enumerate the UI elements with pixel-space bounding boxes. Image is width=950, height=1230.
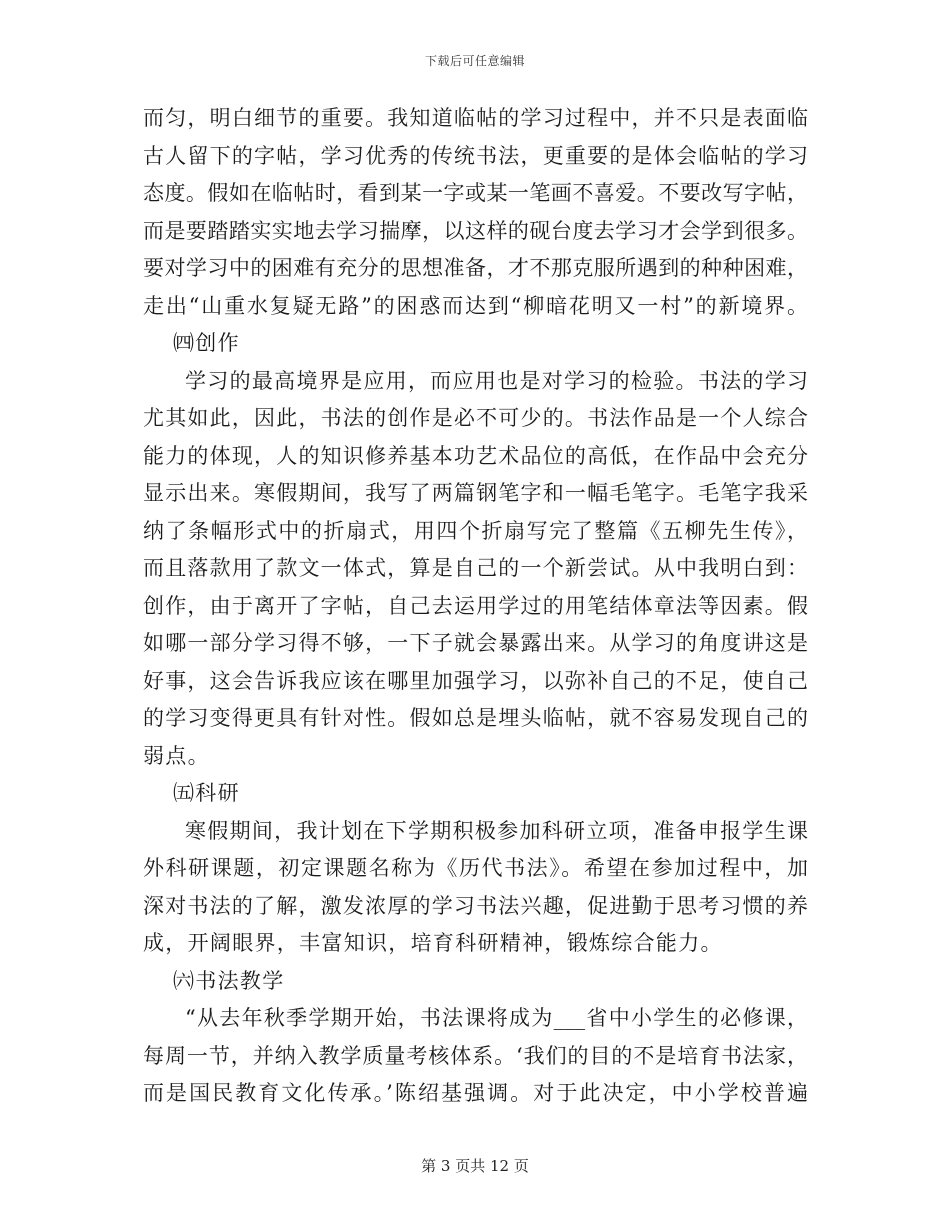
body-line: 好事，这会告诉我应该在哪里加强学习，以弥补自己的不足，使自己 — [143, 668, 808, 693]
body-line: 显示出来。寒假期间，我写了两篇钢笔字和一幅毛笔字。毛笔字我采 — [143, 481, 808, 505]
body-line: 态度。假如在临帖时，看到某一字或某一笔画不喜爱。不要改写字帖， — [143, 181, 808, 205]
body-line: 走出“山重水复疑无路”的困惑而达到“柳暗花明又一村”的新境界。 — [143, 293, 808, 318]
section-heading: ㈤科研 — [173, 781, 240, 805]
body-line: 古人留下的字帖，学习优秀的传统书法，更重要的是体会临帖的学习 — [143, 143, 808, 168]
body-line: 而是要踏踏实实地去学习揣摩，以这样的砚台度去学习才会学到很多。 — [143, 218, 808, 243]
body-line: 如哪一部分学习得不够，一下子就会暴露出来。从学习的角度讲这是 — [143, 631, 808, 655]
body-line: 外科研课题，初定课题名称为《历代书法》。希望在参加过程中，加 — [143, 856, 808, 880]
page-number: 第 3 页共 12 页 — [421, 1157, 529, 1175]
body-line: 而是国民教育文化传承。’陈绍基强调。对于此决定，中小学校普遍 — [143, 1081, 808, 1105]
body-line: 而匀，明白细节的重要。我知道临帖的学习过程中，并不只是表面临 — [143, 106, 808, 130]
body-line: 寒假期间，我计划在下学期积极参加科研立项，准备申报学生课 — [185, 818, 808, 843]
body-line: 能力的体现，人的知识修养基本功艺术品位的高低，在作品中会充分 — [143, 443, 808, 468]
body-line: 而且落款用了款文一体式，算是自己的一个新尝试。从中我明白到： — [143, 556, 808, 580]
section-heading: ㈥书法教学 — [173, 968, 285, 993]
page-header: 下载后可任意编辑 — [424, 54, 525, 68]
body-line: 创作，由于离开了字帖，自己去运用学过的用笔结体章法等因素。假 — [143, 593, 808, 618]
body-line: 学习的最高境界是应用，而应用也是对学习的检验。书法的学习 — [185, 368, 808, 393]
section-heading: ㈣创作 — [173, 331, 240, 355]
body-line: 深对书法的了解，激发浓厚的学习书法兴趣，促进勤于思考习惯的养 — [143, 893, 808, 918]
body-line: 每周一节，并纳入教学质量考核体系。‘我们的目的不是培育书法家， — [143, 1043, 808, 1068]
body-line: “从去年秋季学期开始，书法课将成为___省中小学生的必修课， — [185, 1006, 808, 1030]
body-line: 要对学习中的困难有充分的思想准备，才不那克服所遇到的种种困难， — [143, 256, 808, 280]
body-line: 弱点。 — [143, 743, 210, 768]
body-line: 纳了条幅形式中的折扇式，用四个折扇写完了整篇《五柳先生传》， — [143, 518, 808, 543]
document-body — [143, 100, 808, 1113]
body-line: 成，开阔眼界，丰富知识，培育科研精神，锻炼综合能力。 — [143, 931, 723, 955]
body-line: 尤其如此，因此，书法的创作是必不可少的。书法作品是一个人综合 — [143, 406, 808, 430]
body-line: 的学习变得更具有针对性。假如总是埋头临帖，就不容易发现自己的 — [143, 706, 808, 730]
